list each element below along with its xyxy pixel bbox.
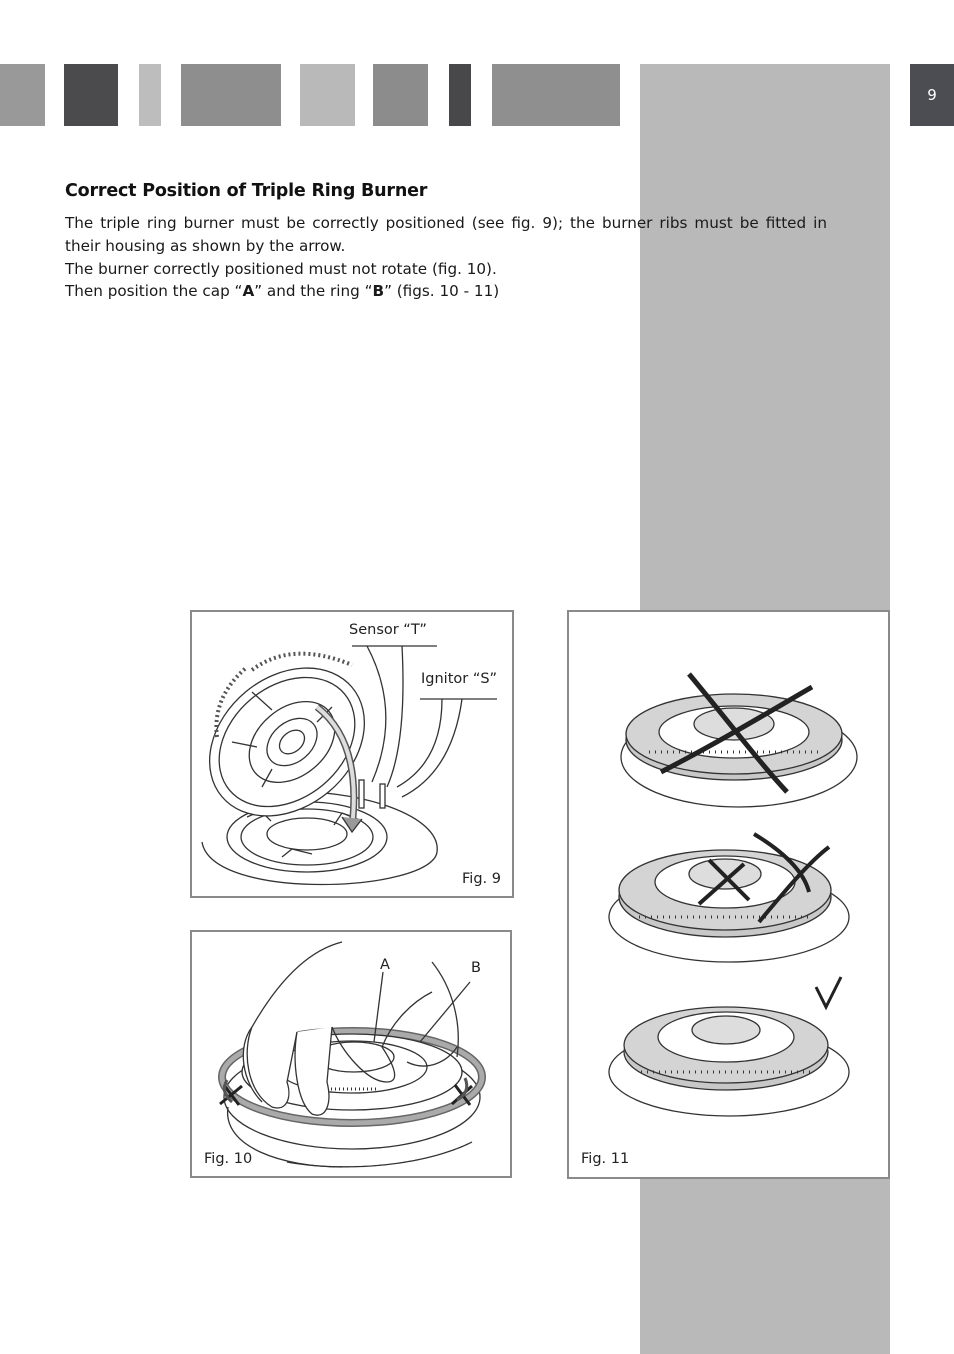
header-band-6 bbox=[373, 64, 428, 126]
fig11-burner-1 bbox=[621, 694, 857, 807]
paragraph-2: The burner correctly positioned must not rotate (fig. 10). bbox=[65, 260, 497, 278]
fig11-check-icon bbox=[816, 977, 841, 1007]
figure-11 bbox=[567, 610, 890, 1179]
fig11-caption: Fig. 11 bbox=[581, 1151, 630, 1167]
sensor-t-label: Sensor “T” bbox=[349, 622, 427, 638]
figure-10 bbox=[190, 930, 512, 1178]
fig9-burner-illustration bbox=[192, 612, 516, 900]
fig9-caption: Fig. 9 bbox=[462, 871, 501, 887]
fig10-burner-illustration bbox=[192, 932, 514, 1180]
header-band-4 bbox=[181, 64, 281, 126]
ring-b-label: B bbox=[372, 282, 385, 300]
fig11-burner-3 bbox=[609, 1007, 849, 1116]
paragraph-3: Then position the cap “A” and the ring “B” (figs. 10 - 11) bbox=[65, 282, 500, 300]
fig11-burner-illustration bbox=[569, 612, 892, 1181]
fig10-label-a: A bbox=[380, 957, 390, 973]
header-band-1 bbox=[0, 64, 45, 126]
header-band-2 bbox=[64, 64, 118, 126]
ignitor-s-label: Ignitor “S” bbox=[421, 671, 498, 687]
cap-a-label: A bbox=[242, 282, 255, 300]
section-title: Correct Position of Triple Ring Burner bbox=[65, 181, 428, 201]
fig10-label-b: B bbox=[471, 960, 481, 976]
figure-9 bbox=[190, 610, 514, 898]
header-band-3 bbox=[139, 64, 161, 126]
fig11-burner-2 bbox=[609, 850, 849, 962]
header-band-7 bbox=[449, 64, 471, 126]
header-band-8 bbox=[492, 64, 620, 126]
paragraph-1: The triple ring burner must be correctly positioned (see fig. 9); the burner ribs must be fitted in their housing as shown by the arrow. bbox=[65, 214, 827, 255]
fig10-caption: Fig. 10 bbox=[204, 1151, 253, 1167]
header-band-5 bbox=[300, 64, 355, 126]
page-number: 9 bbox=[910, 64, 954, 126]
